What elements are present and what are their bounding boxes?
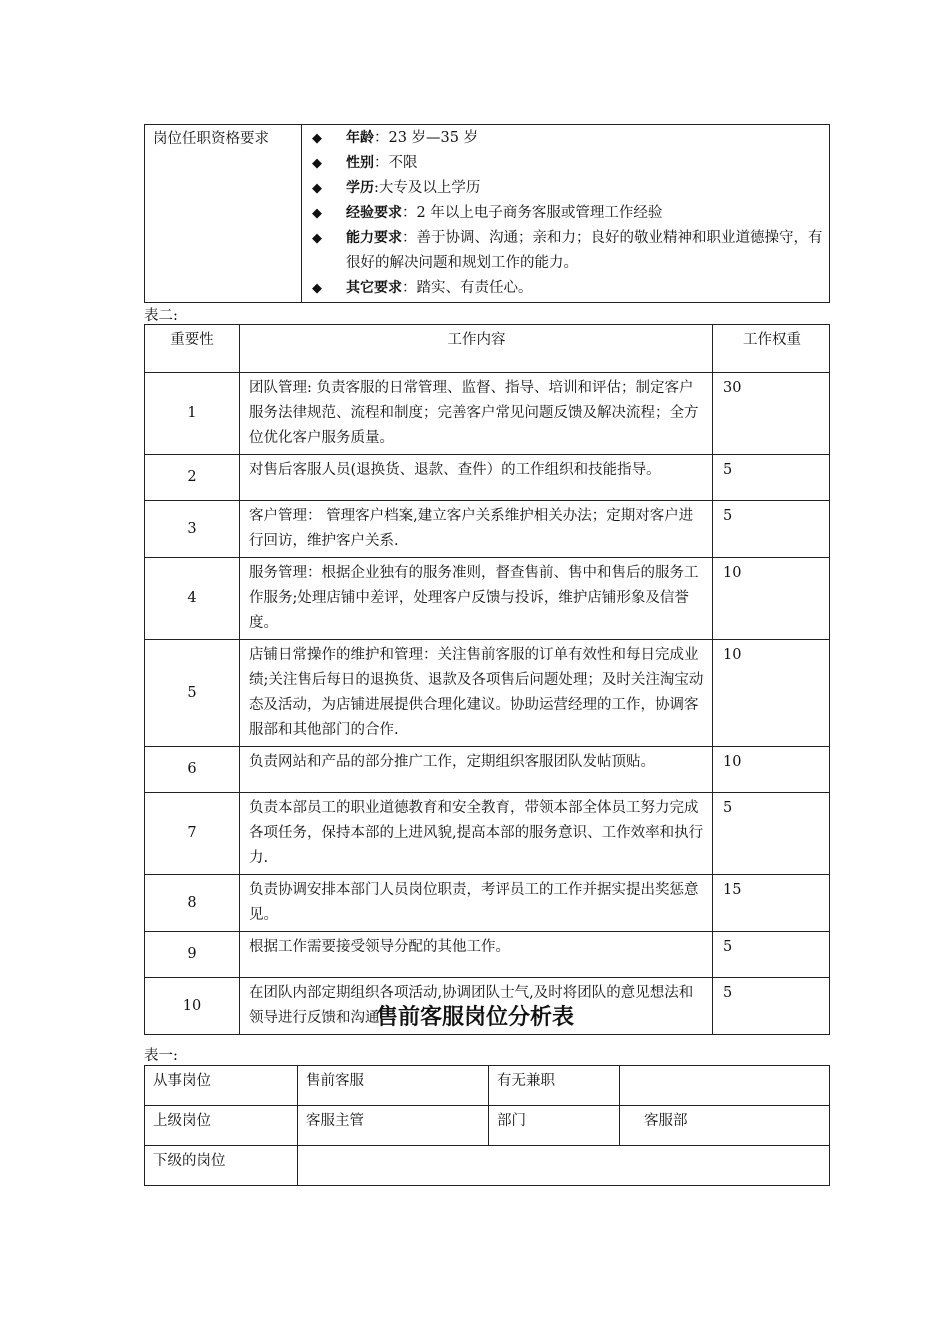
requirement-age: ◆ 年龄：23 岁—35 岁 [310, 126, 823, 151]
cell-value [298, 1146, 830, 1186]
table-row [145, 747, 830, 793]
requirement-key: 学历 [346, 180, 374, 196]
qualification-row [145, 125, 830, 303]
qualification-label: 岗位任职资格要求 [145, 125, 302, 303]
row-importance: 10 [145, 978, 240, 1035]
requirement-key: 年龄 [346, 130, 374, 146]
row-weight: 5 [713, 932, 830, 978]
table-row [145, 1146, 830, 1186]
row-content: 负责协调安排本部门人员岗位职责，考评员工的工作并据实提出奖惩意见。 [240, 875, 713, 932]
row-importance: 7 [145, 793, 240, 875]
diamond-bullet-icon: ◆ [312, 181, 322, 196]
row-importance: 9 [145, 932, 240, 978]
requirement-gender: ◆ 性别：不限 [310, 151, 823, 176]
row-weight: 5 [713, 501, 830, 558]
row-weight: 10 [713, 747, 830, 793]
section-title: 售前客服岗位分析表 [375, 1005, 574, 1030]
header-importance: 重要性 [145, 325, 240, 373]
requirement-value: 2 年以上电子商务客服或管理工作经验 [416, 205, 663, 221]
row-importance: 3 [145, 501, 240, 558]
table-caption-1: 表一: [144, 1048, 178, 1064]
row-weight: 5 [713, 793, 830, 875]
cell-label: 部门 [489, 1106, 620, 1146]
position-table [144, 1065, 830, 1186]
row-content: 负责网站和产品的部分推广工作，定期组织客服团队发帖顶贴。 [240, 747, 713, 793]
row-importance: 6 [145, 747, 240, 793]
row-weight: 5 [713, 455, 830, 501]
requirement-value: 不限 [388, 155, 418, 171]
row-content: 客户管理： 管理客户档案,建立客户关系维护相关办法；定期对客户进行回访，维护客户关系. [240, 501, 713, 558]
row-content: 对售后客服人员(退换货、退款、查件）的工作组织和技能指导。 [240, 455, 713, 501]
table-row [145, 932, 830, 978]
cell-value [620, 1066, 830, 1106]
table-row [145, 1066, 830, 1106]
row-content: 根据工作需要接受领导分配的其他工作。 [240, 932, 713, 978]
requirement-value: 善于协调、沟通；亲和力；良好的敬业精神和职业道德操守，有很好的解决问题和规划工作的能力。 [346, 230, 823, 271]
requirement-key: 性别 [346, 155, 374, 171]
row-importance: 1 [145, 373, 240, 455]
row-content: 负责本部员工的职业道德教育和安全教育，带领本部全体员工努力完成各项任务，保持本部的上进风貌,提高本部的服务意识、工作效率和执行力. [240, 793, 713, 875]
cell-value: 售前客服 [298, 1066, 489, 1106]
requirement-value: 踏实、有责任心。 [416, 280, 533, 296]
requirement-key: 能力要求 [346, 230, 402, 246]
table-row [145, 875, 830, 932]
row-content: 服务管理：根据企业独有的服务准则，督查售前、售中和售后的服务工作服务;处理店铺中差评，处理客户反馈与投诉，维护店铺形象及信誉度。 [240, 558, 713, 640]
table-row [145, 793, 830, 875]
row-weight: 5 [713, 978, 830, 1035]
cell-value: 客服部 [620, 1106, 830, 1146]
table-row [145, 501, 830, 558]
cell-label: 有无兼职 [489, 1066, 620, 1106]
row-content: 团队管理: 负责客服的日常管理、监督、指导、培训和评估；制定客户服务法律规范、流程和制度；完善客户常见问题反馈及解决流程；全方位优化客户服务质量。 [240, 373, 713, 455]
header-content: 工作内容 [240, 325, 713, 373]
requirement-key: 其它要求 [346, 280, 402, 296]
row-content: 店铺日常操作的维护和管理：关注售前客服的订单有效性和每日完成业绩;关注售后每日的退换货、退款及各项售后问题处理；及时关注淘宝动态及活动，为店铺进展提供合理化建议。协助运营经理的工作，协调客服部和其他部门的合作. [240, 640, 713, 747]
table-row [145, 373, 830, 455]
diamond-bullet-icon: ◆ [312, 281, 322, 296]
diamond-bullet-icon: ◆ [312, 206, 322, 221]
header-weight: 工作权重 [713, 325, 830, 373]
row-weight: 10 [713, 558, 830, 640]
duty-table [144, 324, 830, 1035]
row-importance: 8 [145, 875, 240, 932]
cell-label: 从事岗位 [145, 1066, 298, 1106]
row-importance: 2 [145, 455, 240, 501]
row-importance: 5 [145, 640, 240, 747]
cell-label: 上级岗位 [145, 1106, 298, 1146]
table-row [145, 558, 830, 640]
requirement-key: 经验要求 [346, 205, 402, 221]
table-row [145, 640, 830, 747]
table-row [145, 1106, 830, 1146]
duty-header-row [145, 325, 830, 373]
requirement-value: 23 岁—35 岁 [388, 130, 479, 146]
diamond-bullet-icon: ◆ [312, 131, 322, 146]
requirement-other: ◆ 其它要求：踏实、有责任心。 [310, 276, 823, 301]
qualification-table [144, 124, 830, 303]
requirement-value: 大专及以上学历 [378, 180, 481, 196]
row-content: 在团队内部定期组织各项活动,协调团队士气,及时将团队的意见想法和领导进行反馈和沟通. [240, 978, 713, 1035]
row-weight: 30 [713, 373, 830, 455]
table-caption-2: 表二: [144, 308, 178, 324]
requirement-experience: ◆ 经验要求：2 年以上电子商务客服或管理工作经验 [310, 201, 823, 226]
table-row [145, 455, 830, 501]
cell-value: 客服主管 [298, 1106, 489, 1146]
requirement-ability: ◆ 能力要求：善于协调、沟通；亲和力；良好的敬业精神和职业道德操守，有很好的解决问题和规划工作的能力。 [310, 226, 823, 276]
diamond-bullet-icon: ◆ [312, 231, 322, 246]
row-importance: 4 [145, 558, 240, 640]
diamond-bullet-icon: ◆ [312, 156, 322, 171]
row-weight: 15 [713, 875, 830, 932]
row-weight: 10 [713, 640, 830, 747]
requirement-education: ◆ 学历:大专及以上学历 [310, 176, 823, 201]
cell-label: 下级的岗位 [145, 1146, 298, 1186]
qualification-list [302, 125, 830, 303]
